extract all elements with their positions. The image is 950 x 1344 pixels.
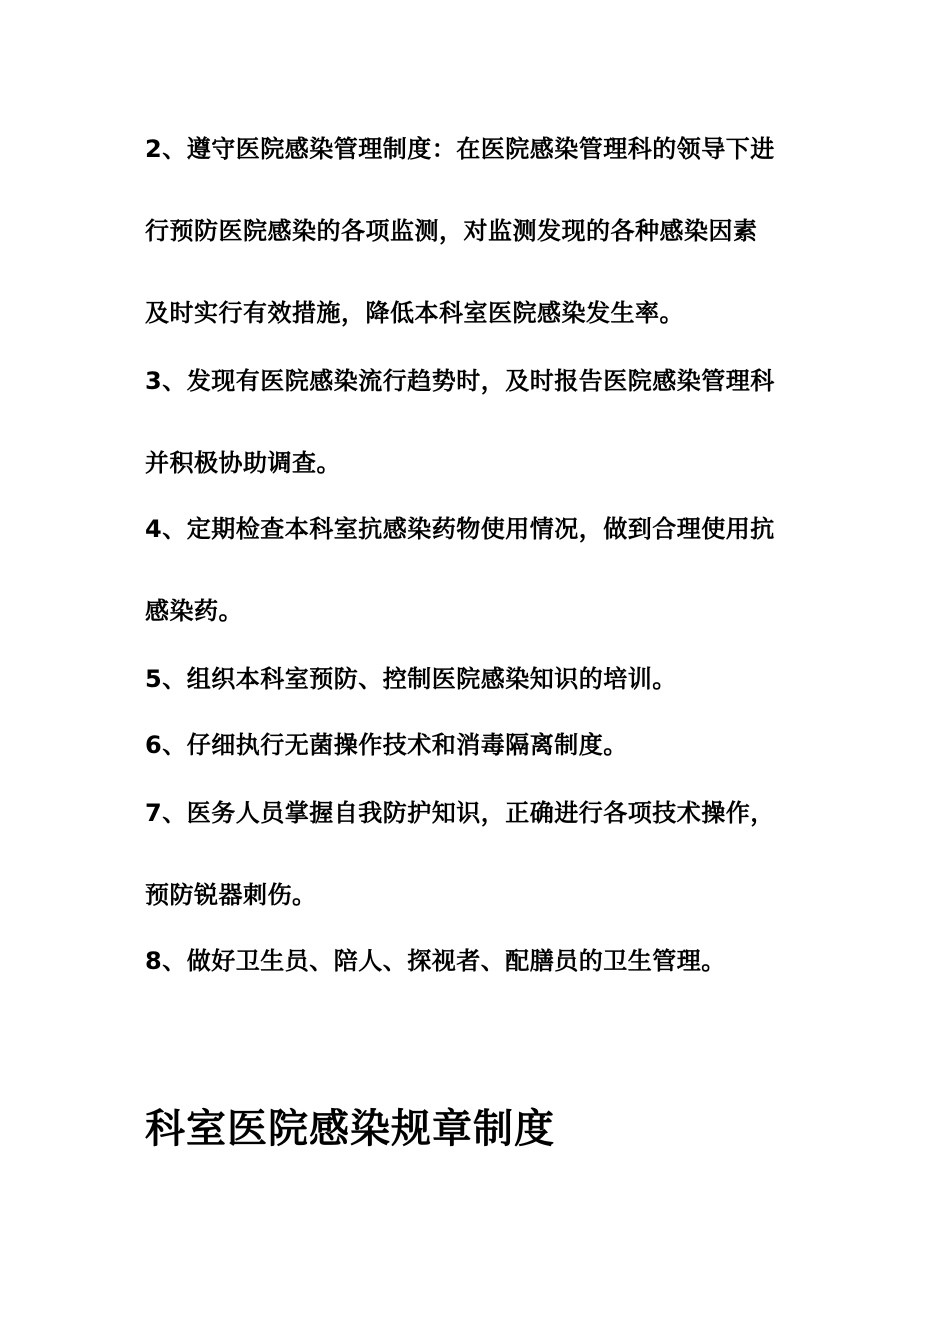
paragraph-line: 7、医务人员掌握自我防护知识，正确进行各项技术操作，	[145, 799, 775, 827]
paragraph-line: 2、遵守医院感染管理制度：在医院感染管理科的领导下进	[145, 135, 775, 163]
paragraph-line: 预防锐器刺伤。	[145, 881, 317, 909]
paragraph-line: 及时实行有效措施，降低本科室医院感染发生率。	[145, 299, 684, 327]
paragraph-line: 8、做好卫生员、陪人、探视者、配膳员的卫生管理。	[145, 947, 726, 975]
section-title: 科室医院感染规章制度	[145, 1106, 555, 1152]
paragraph-line: 感染药。	[145, 597, 243, 625]
paragraph-line: 4、定期检查本科室抗感染药物使用情况，做到合理使用抗	[145, 515, 775, 543]
paragraph-line: 6、仔细执行无菌操作技术和消毒隔离制度。	[145, 731, 628, 759]
paragraph-line: 并积极协助调查。	[145, 449, 341, 477]
paragraph-line: 5、组织本科室预防、控制医院感染知识的培训。	[145, 665, 677, 693]
paragraph-line: 3、发现有医院感染流行趋势时，及时报告医院感染管理科	[145, 367, 775, 395]
paragraph-line: 行预防医院感染的各项监测，对监测发现的各种感染因素	[145, 217, 758, 245]
